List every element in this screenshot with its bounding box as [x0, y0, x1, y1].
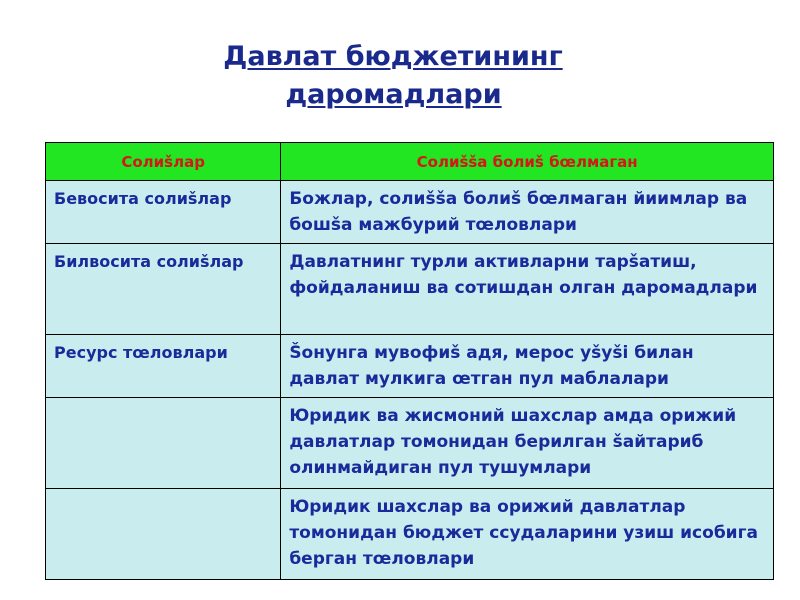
table-row: [46, 181, 774, 244]
row-2-non-tax: Давлатнинг турли активларни тарšатиш, фойдаланиш ва сотишдан олган даромадлари: [281, 244, 774, 335]
table-row: [46, 335, 774, 398]
row-5-non-tax: Юридик шахслар ва орижий давлатлар томонидан бюджет ссудаларини узиш исобига берган тœловлари: [281, 489, 774, 580]
title-line-1: Давлат бюджетининг: [223, 41, 563, 72]
row-1-tax-type: Бевосита солиšлар: [46, 181, 281, 244]
row-3-non-tax: Šонунга мувофиš адя, мерос уšуši билан давлат мулкига œтган пул маблалари: [281, 335, 774, 398]
table-row: [46, 244, 774, 335]
row-3-tax-type: Ресурс тœловлари: [46, 335, 281, 398]
row-4-tax-type: [46, 398, 281, 489]
revenue-table: [45, 142, 774, 580]
page-title: [0, 38, 800, 114]
title-line-2: даромадлари: [285, 79, 502, 110]
table-row: [46, 398, 774, 489]
row-2-tax-type: Билвосита солиšлар: [46, 244, 281, 335]
table-header-row: [46, 143, 774, 181]
row-1-non-tax: Божлар, солиššа болиš бœлмаган йиимлар ва бошšа мажбурий тœловлари: [281, 181, 774, 244]
row-4-non-tax: Юридик ва жисмоний шахслар амда орижий давлатлар томонидан берилган šайтариб олинмайдиган пул тушумлари: [281, 398, 774, 489]
row-5-tax-type: [46, 489, 281, 580]
header-non-tax: Солиššа болиš бœлмаган: [281, 143, 774, 181]
table-row: [46, 489, 774, 580]
header-taxes: Солиšлар: [46, 143, 281, 181]
